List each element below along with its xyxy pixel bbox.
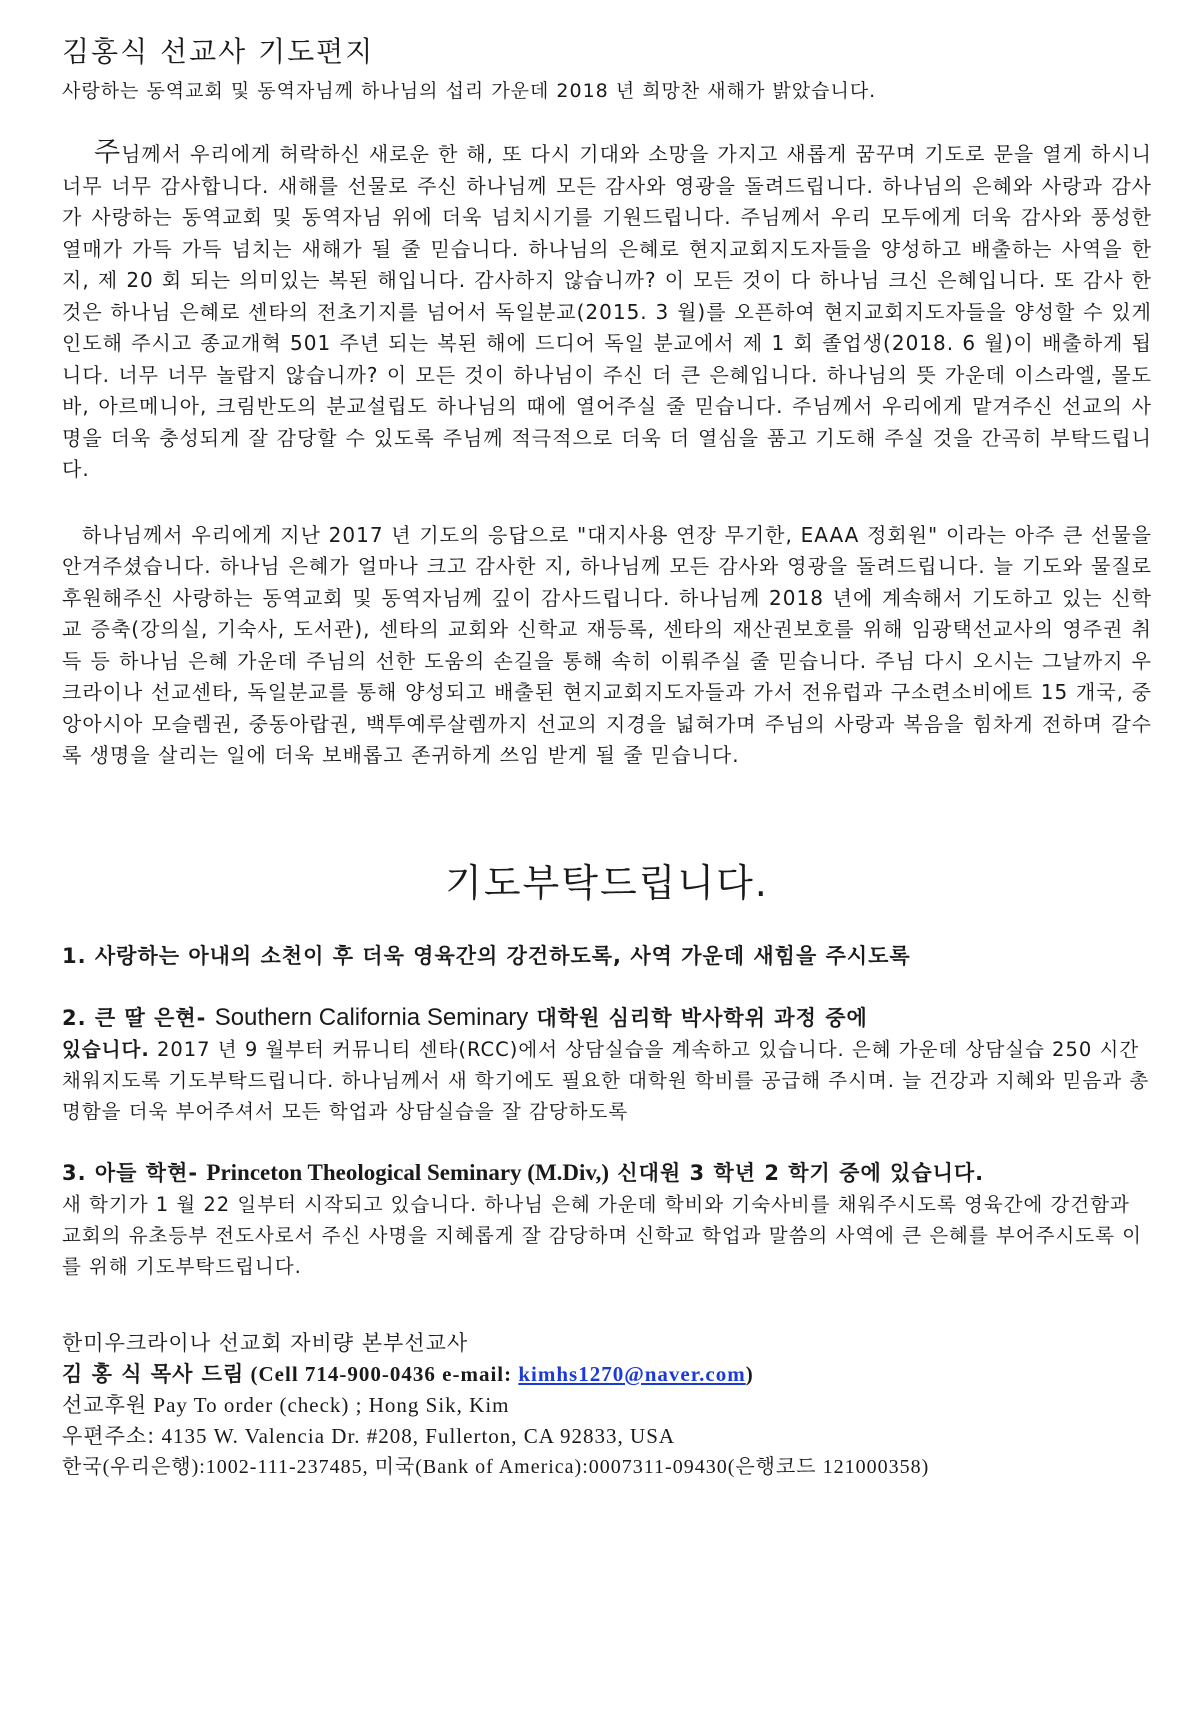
prayer-item-2-title-b: 대학원 심리학 박사학위 과정 중에 <box>528 1005 868 1030</box>
greeting: 사랑하는 동역교회 및 동역자님께 하나님의 섭리 가운데 2018 년 희망찬 새해가 밝았습니다. <box>62 80 877 102</box>
prayer-letter <box>62 30 1152 1483</box>
signer-name: 김 홍 식 목사 드림 <box>62 1361 245 1386</box>
org-line: 한미우크라이나 선교회 자비량 본부선교사 <box>62 1330 469 1355</box>
paragraph-1 <box>62 137 1152 486</box>
address-value: 4135 W. Valencia Dr. #208, Fullerton, CA 92833, USA <box>155 1423 676 1448</box>
address-line <box>62 1421 1152 1452</box>
email-link[interactable]: kimhs1270@naver.com <box>518 1361 746 1386</box>
payto-value: Pay To order (check) ; Hong Sik, Kim <box>147 1392 510 1417</box>
prayer-item-3-title <box>62 1157 1152 1189</box>
prayer-item-2-body: 2017 년 9 월부터 커뮤니티 센타(RCC)에서 상담실습을 계속하고 있습니다. 은혜 가운데 상담실습 250 시간 채워지도록 기도부탁드립니다. 하나님께서 새 학기에도 필요한 대학원 학비를 공급해 주시며. 늘 건강과 지혜와 믿음과 총명함을 더욱 부어주셔서 모든 학업과 상담실습을 잘 감당하도록 <box>62 1037 1150 1123</box>
prayer-item-2-text <box>62 1034 1152 1127</box>
prayer-item-2-title-c: 있습니다. <box>62 1037 150 1061</box>
paragraph-1-text: 님께서 우리에게 허락하신 새로운 한 해, 또 다시 기대와 소망을 가지고 새롭게 꿈꾸며 기도로 문을 열게 하시니 너무 너무 감사합니다. 새해를 선물로 주신 하나님께 모든 감사와 영광을 돌려드립니다. 하나님의 은혜와 사랑과 감사가 사랑하는 동역교회 및 동역자님 위에 더욱 넘치시기를 기원드립니다. 주님께서 우리 모두에게 더욱 감사와 풍성한 열매가 가득 가득 넘치는 새해가 될 줄 믿습니다. 하나님의 은혜로 현지교회지도자들을 양성하고 배출하는 사역을 한 지, 제 20 회 되는 의미있는 복된 해입니다. 감사하지 않습니까? 이 모든 것이 다 하나님 크신 은혜입니다. 또 감사 한 것은 하나님 은혜로 센타의 전초기지를 넘어서 독일분교(2015. 3 월)를 오픈하여 현지교회지도자들을 양성할 수 있게 인도해 주시고 종교개혁 501 주년 되는 복된 해에 드디어 독일 분교에서 제 1 회 졸업생(2018. 6 월)이 배출하게 됩니다. 너무 너무 놀랍지 않습니까? 이 모든 것이 하나님이 주신 더 큰 은혜입니다. 하나님의 뜻 가운데 이스라엘, 몰도바, 아르메니아, 크림반도의 분교설립도 하나님의 때에 열어주실 줄 믿습니다. 주님께서 우리에게 맡겨주신 선교의 사명을 더욱 충성되게 잘 감당할 수 있도록 주님께 적극적으로 더욱 더 열심을 품고 기도해 주실 것을 간곡히 부탁드립니다. <box>62 142 1152 481</box>
prayer-item-1-title: 1. 사랑하는 아내의 소천이 후 더욱 영육간의 강건하도록, 사역 가운데 새힘을 주시도록 <box>62 943 911 968</box>
prayer-item-1 <box>62 941 1152 972</box>
paragraph-2: 하나님께서 우리에게 지난 2017 년 기도의 응답으로 "대지사용 연장 무기한, EAAA 정회원" 이라는 아주 큰 선물을 안겨주셨습니다. 하나님 은혜가 얼마나 크고 감사한 지, 하나님께 모든 감사와 영광을 돌려드립니다. 늘 기도와 물질로 후원해주신 사랑하는 동역교회 및 동역자님께 깊이 감사드립니다. 하나님께 2018 년에 계속해서 기도하고 있는 신학교 증축(강의실, 기숙사, 도서관), 센타의 교회와 신학교 재등록, 센타의 재산권보호를 위해 임광택선교사의 영주권 취득 등 하나님 은혜 가운데 주님의 선한 도움의 손길을 통해 속히 이뤄주실 줄 믿습니다. 주님 다시 오시는 그날까지 우크라이나 선교센타, 독일분교를 통해 양성되고 배출된 현지교회지도자들과 가서 전유럽과 구소련소비에트 15 개국, 중앙아시아 모슬렘권, 중동아랍권, 백투예루살렘까지 선교의 지경을 넓혀가며 주님의 사랑과 복음을 힘차게 전하며 갈수록 생명을 살리는 일에 더욱 보배롭고 존귀하게 쓰임 받게 될 줄 믿습니다. <box>62 522 1152 767</box>
prayer-item-3-title-b: 신대원 3 학년 2 학기 중에 있습니다. <box>609 1160 985 1185</box>
prayer-item-3-title-a: 3. 아들 학현- <box>62 1160 207 1185</box>
drop-initial: 주 <box>94 137 122 168</box>
prayer-item-2-title <box>62 1002 1152 1034</box>
name-line <box>62 1359 1152 1390</box>
prayer-item-3-body: 새 학기가 1 월 22 일부터 시작되고 있습니다. 하나님 은혜 가운데 학비와 기숙사비를 채워주시도록 영육간에 강건함과 교회의 유초등부 전도사로서 주신 사명을 지혜롭게 잘 감당하며 신학교 학업과 말씀의 사역에 큰 은혜를 부어주시도록 이를 위해 기도부탁드립니다. <box>62 1192 1142 1278</box>
letter-title: 김홍식 선교사 기도편지 <box>62 35 375 68</box>
prayer-heading: 기도부탁드립니다. <box>445 860 769 905</box>
bank-line: 한국(우리은행):1002-111-237485, 미국(Bank of America):0007311-09430(은행코드 121000358) <box>62 1455 930 1478</box>
seminary-name: Southern California Seminary <box>214 1003 529 1031</box>
signature-block <box>62 1328 1152 1483</box>
contact-suffix: ) <box>745 1361 754 1386</box>
payto-label: 선교후원 <box>62 1392 148 1417</box>
payto-line <box>62 1390 1152 1421</box>
prayer-item-2 <box>62 1002 1152 1127</box>
prayer-item-3 <box>62 1157 1152 1282</box>
seminary-name: Princeton Theological Seminary (M.Div,) <box>206 1159 610 1185</box>
contact-prefix: (Cell 714-900-0436 e-mail: <box>244 1361 519 1386</box>
address-label: 우편주소: <box>62 1423 156 1448</box>
prayer-item-2-title-a: 2. 큰 딸 은현- <box>62 1005 215 1030</box>
